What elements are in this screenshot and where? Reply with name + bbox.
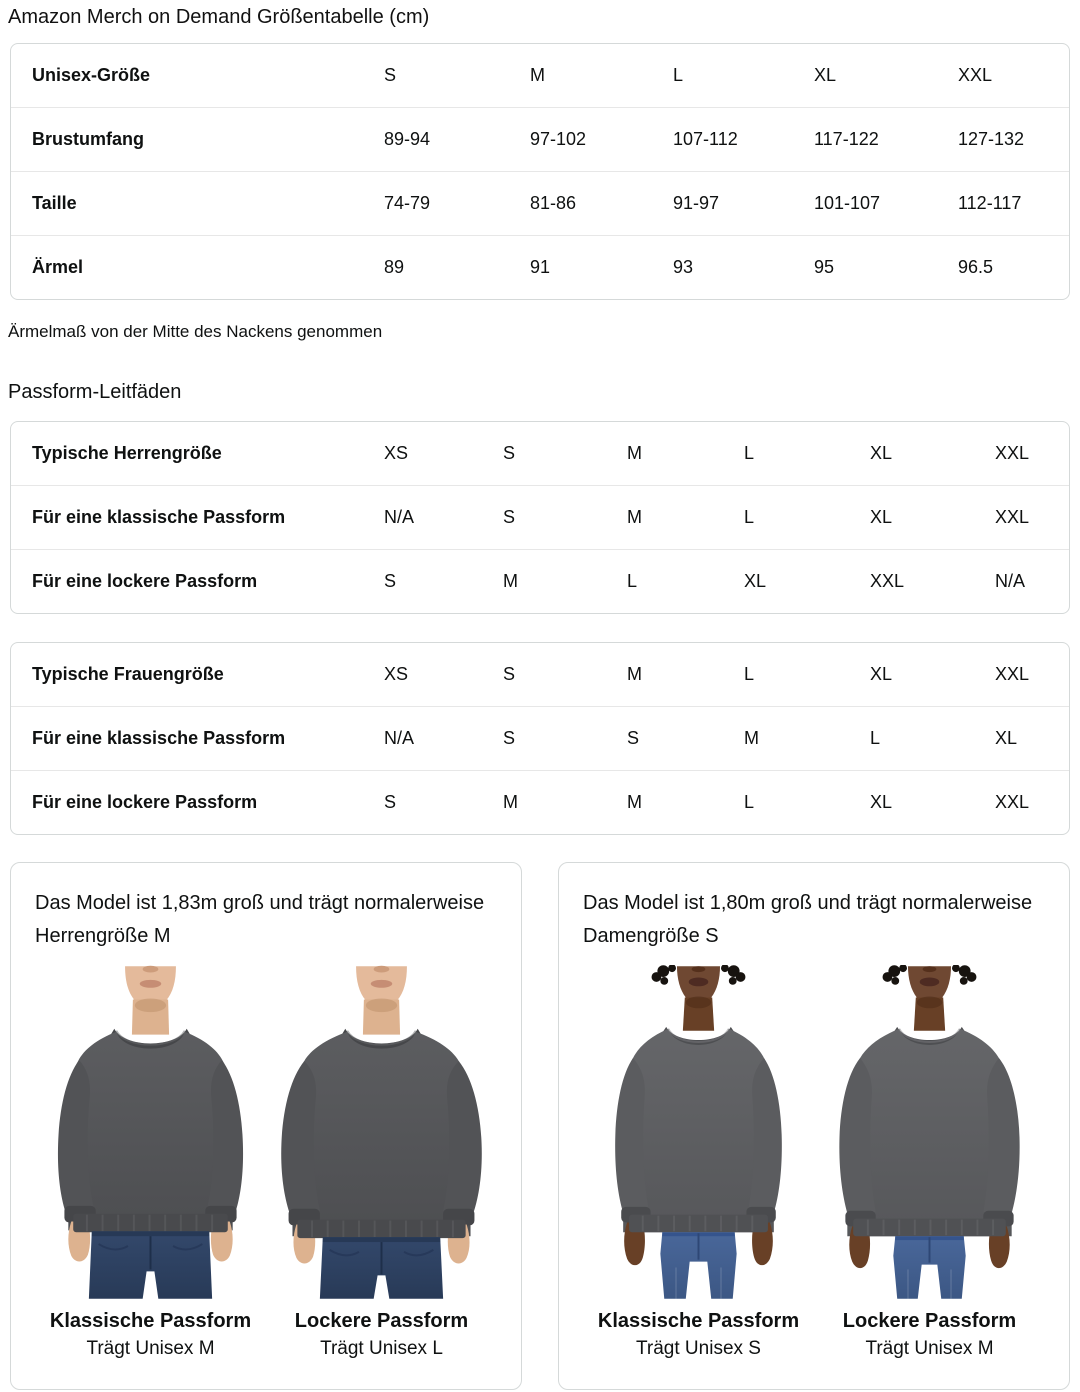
value-cell: M xyxy=(744,728,759,748)
mens-fit-table xyxy=(10,421,1070,614)
value-cell: M xyxy=(627,507,642,527)
value-cell: S xyxy=(503,507,516,527)
value-cell: L xyxy=(744,664,755,684)
value-cell: N/A xyxy=(995,571,1026,591)
value-cell: L xyxy=(744,507,755,527)
value-cell: 91 xyxy=(530,257,551,277)
value-cell: XXL xyxy=(995,792,1030,812)
table-row xyxy=(11,485,1069,549)
value-cell: M xyxy=(503,792,518,812)
value-cell: L xyxy=(870,728,881,748)
model-description: Das Model ist 1,80m groß und trägt normalerweise Damengröße S xyxy=(583,892,1033,947)
value-cell: M xyxy=(503,571,518,591)
column-header: XL xyxy=(814,65,837,85)
value-cell: 95 xyxy=(814,257,835,277)
model-classic-male xyxy=(35,965,266,1362)
model-caption xyxy=(598,1300,799,1362)
value-cell: S xyxy=(503,664,516,684)
value-cell: S xyxy=(384,571,397,591)
page-title: Amazon Merch on Demand Größentabelle (cm) xyxy=(8,6,430,28)
table-header-row xyxy=(11,44,1069,107)
table-row xyxy=(11,549,1069,613)
table-row xyxy=(11,235,1069,299)
value-cell: XL xyxy=(995,728,1018,748)
value-cell: 107-112 xyxy=(673,129,738,149)
table-row xyxy=(11,422,1069,485)
value-cell: 74-79 xyxy=(384,193,431,213)
value-cell: L xyxy=(744,792,755,812)
value-cell: XXL xyxy=(995,443,1030,463)
female-loose-fit-photo xyxy=(817,965,1042,1300)
model-photos-row xyxy=(35,965,497,1362)
row-label: Ärmel xyxy=(32,257,84,277)
row-label: Für eine klassische Passform xyxy=(32,728,286,748)
male-classic-fit-photo xyxy=(38,965,263,1300)
table-row xyxy=(11,770,1069,834)
row-label: Typische Frauengröße xyxy=(32,664,224,684)
model-loose-male xyxy=(266,965,497,1362)
value-cell: XL xyxy=(870,792,893,812)
model-caption xyxy=(295,1300,468,1362)
model-photos-row xyxy=(583,965,1045,1362)
row-label: Brustumfang xyxy=(32,129,144,149)
model-caption xyxy=(843,1300,1016,1362)
table-row xyxy=(11,171,1069,235)
size-chart-page xyxy=(0,4,1080,1390)
fit-label: Klassische Passform xyxy=(49,1310,252,1332)
model-classic-female xyxy=(583,965,814,1362)
fit-label: Klassische Passform xyxy=(597,1310,800,1332)
value-cell: 127-132 xyxy=(958,129,1025,149)
value-cell: L xyxy=(744,443,755,463)
value-cell: S xyxy=(627,728,640,748)
value-cell: XL xyxy=(870,443,893,463)
value-cell: XS xyxy=(384,443,409,463)
value-cell: XL xyxy=(744,571,767,591)
value-cell: S xyxy=(503,728,516,748)
value-cell: 81-86 xyxy=(530,193,577,213)
male-loose-fit-photo xyxy=(269,965,494,1300)
value-cell: 101-107 xyxy=(814,193,881,213)
fit-label: Lockere Passform xyxy=(842,1310,1017,1332)
value-cell: N/A xyxy=(384,728,415,748)
value-cell: 96.5 xyxy=(958,257,994,277)
size-label: Trägt Unisex M xyxy=(865,1338,994,1359)
size-label: Trägt Unisex S xyxy=(636,1338,761,1359)
fit-label: Lockere Passform xyxy=(294,1310,469,1332)
model-caption xyxy=(50,1300,251,1362)
value-cell: 97-102 xyxy=(530,129,587,149)
womens-model-card xyxy=(558,862,1070,1390)
row-label: Unisex-Größe xyxy=(32,65,151,85)
sleeve-measurement-note: Ärmelmaß von der Mitte des Nackens genommen xyxy=(8,322,383,341)
table-row xyxy=(11,643,1069,706)
column-header: XXL xyxy=(958,65,993,85)
value-cell: 112-117 xyxy=(958,193,1022,213)
size-label: Trägt Unisex L xyxy=(320,1338,443,1359)
value-cell: XL xyxy=(870,507,893,527)
model-cards xyxy=(10,862,1070,1390)
column-header: L xyxy=(673,65,684,85)
unisex-size-table xyxy=(10,43,1070,300)
value-cell: XXL xyxy=(870,571,905,591)
fit-guides-heading: Passform-Leitfäden xyxy=(8,381,182,403)
row-label: Typische Herrengröße xyxy=(32,443,222,463)
row-label: Für eine lockere Passform xyxy=(32,792,258,812)
value-cell: 91-97 xyxy=(673,193,720,213)
value-cell: M xyxy=(627,792,642,812)
value-cell: M xyxy=(627,443,642,463)
value-cell: XL xyxy=(870,664,893,684)
value-cell: S xyxy=(503,443,516,463)
table-row xyxy=(11,706,1069,770)
value-cell: 89 xyxy=(384,257,405,277)
table-row xyxy=(11,107,1069,171)
value-cell: 89-94 xyxy=(384,129,431,149)
value-cell: XXL xyxy=(995,507,1030,527)
value-cell: N/A xyxy=(384,507,415,527)
column-header: S xyxy=(384,65,397,85)
value-cell: XS xyxy=(384,664,409,684)
row-label: Für eine klassische Passform xyxy=(32,507,286,527)
value-cell: XXL xyxy=(995,664,1030,684)
mens-model-card xyxy=(10,862,522,1390)
model-loose-female xyxy=(814,965,1045,1362)
column-header: M xyxy=(530,65,545,85)
value-cell: M xyxy=(627,664,642,684)
value-cell: 93 xyxy=(673,257,694,277)
value-cell: S xyxy=(384,792,397,812)
size-label: Trägt Unisex M xyxy=(86,1338,215,1359)
womens-fit-table xyxy=(10,642,1070,835)
value-cell: 117-122 xyxy=(814,129,879,149)
model-description: Das Model ist 1,83m groß und trägt normalerweise Herrengröße M xyxy=(35,892,485,947)
value-cell: L xyxy=(627,571,638,591)
row-label: Taille xyxy=(32,193,77,213)
row-label: Für eine lockere Passform xyxy=(32,571,258,591)
female-classic-fit-photo xyxy=(586,965,811,1300)
